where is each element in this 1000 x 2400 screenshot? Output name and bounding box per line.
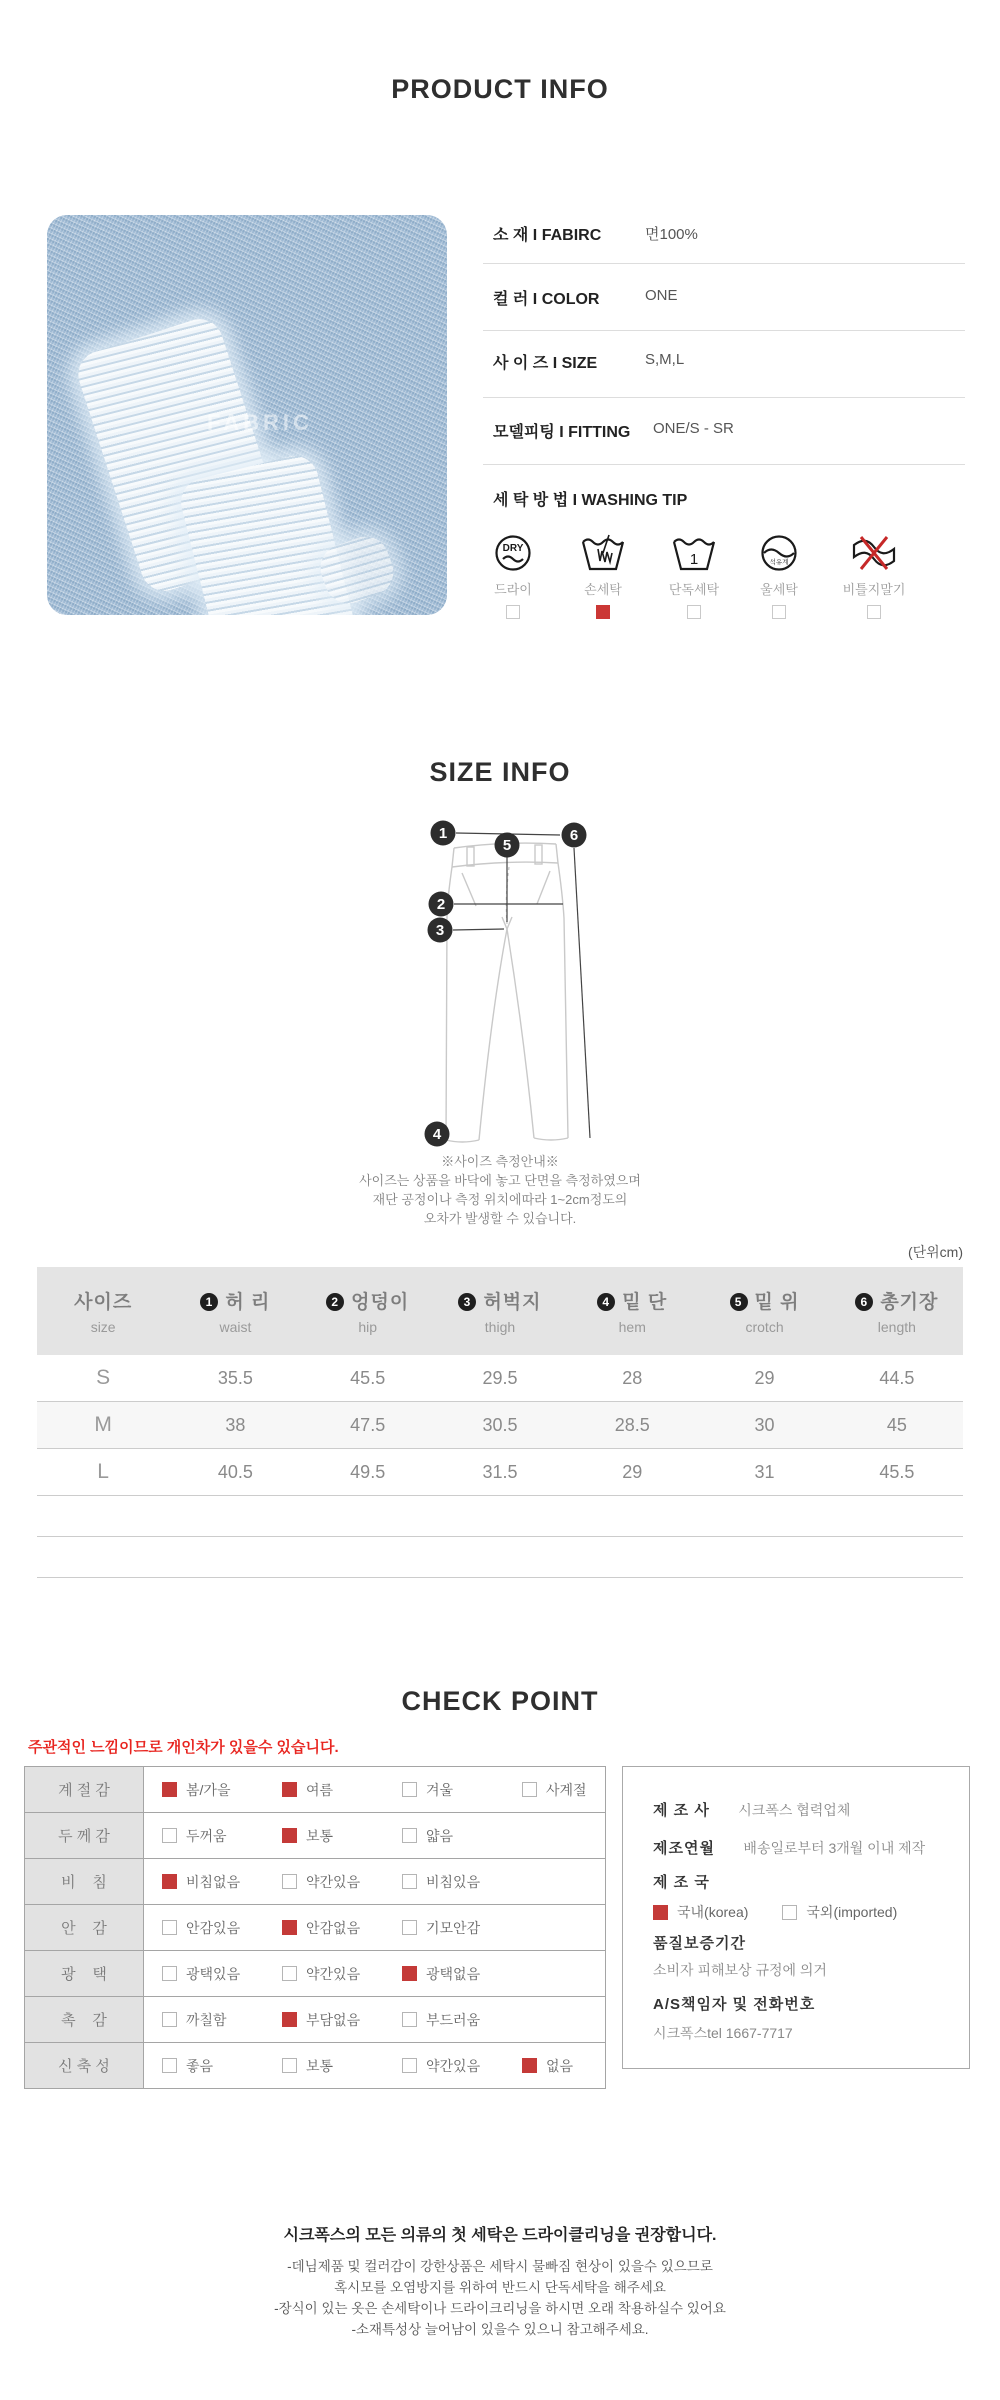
spec-row-color bbox=[493, 286, 963, 310]
checkbox-icon[interactable] bbox=[162, 2012, 177, 2027]
col-number-badge: 3 bbox=[458, 1293, 476, 1311]
product-info-title: PRODUCT INFO bbox=[391, 74, 609, 104]
separate-wash-icon bbox=[672, 533, 716, 573]
col-number-badge: 1 bbox=[200, 1293, 218, 1311]
wash-label: 단독세탁 bbox=[668, 582, 720, 597]
col-hip: 2 엉덩이 hip bbox=[302, 1267, 434, 1355]
no-wring-icon bbox=[852, 533, 896, 573]
product-fabric-photo bbox=[47, 215, 447, 615]
pants-measurement-diagram bbox=[370, 818, 620, 1148]
hand-wash-icon bbox=[581, 533, 625, 573]
check-row-lining bbox=[25, 1905, 606, 1951]
wash-label: 드라이 bbox=[494, 582, 532, 597]
size-row-empty bbox=[37, 1496, 963, 1537]
warranty-value-row: 소비자 피해보상 규정에 의거 bbox=[653, 1962, 827, 1978]
check-option[interactable]: 얇음 bbox=[402, 1826, 453, 1846]
fabric-watermark: FABRIC bbox=[207, 410, 313, 435]
check-row-stretch bbox=[25, 2043, 606, 2089]
checkbox-icon[interactable] bbox=[282, 1874, 297, 1889]
spec-value: S,M,L bbox=[645, 351, 685, 368]
footer-headline: 시크폭스의 모든 의류의 첫 세탁은 드라이클리닝을 권장합니다. bbox=[283, 2227, 717, 2244]
checkbox-icon[interactable] bbox=[282, 1920, 297, 1935]
col-size: 사이즈 size bbox=[37, 1267, 169, 1355]
checkbox-icon[interactable] bbox=[402, 1920, 417, 1935]
wash-label: 손세탁 bbox=[584, 582, 622, 597]
check-category: 촉 감 bbox=[25, 1997, 144, 2043]
size-table bbox=[37, 1267, 963, 1578]
check-category: 신 축 성 bbox=[25, 2043, 144, 2089]
checkbox-icon[interactable] bbox=[653, 1905, 668, 1920]
check-row-thickness bbox=[25, 1813, 606, 1859]
divider bbox=[483, 263, 965, 264]
wool-wash-icon bbox=[757, 533, 801, 573]
check-option[interactable]: 봄/가을 bbox=[162, 1780, 282, 1800]
manufacturer-info-box bbox=[622, 1766, 970, 2069]
col-number-badge: 2 bbox=[326, 1293, 344, 1311]
checkbox-icon[interactable] bbox=[402, 2058, 417, 2073]
as-value-row: 시크폭스tel 1667-7717 bbox=[653, 2025, 793, 2041]
check-option[interactable]: 비침있음 bbox=[402, 1872, 480, 1892]
col-number-badge: 6 bbox=[855, 1293, 873, 1311]
check-option[interactable]: 부드러움 bbox=[402, 2010, 480, 2030]
check-option[interactable]: 기모안감 bbox=[402, 1918, 480, 1938]
spec-row-size bbox=[493, 350, 963, 374]
check-row-season bbox=[25, 1767, 606, 1813]
size-row-l: L 40.5 49.5 31.5 29 31 45.5 bbox=[37, 1449, 963, 1496]
svg-text:석유계: 석유계 bbox=[769, 559, 789, 566]
check-option[interactable]: 비침없음 bbox=[162, 1872, 282, 1892]
checkbox-icon[interactable] bbox=[402, 2012, 417, 2027]
wash-option-separate bbox=[654, 533, 734, 619]
spec-value: ONE bbox=[645, 287, 678, 304]
origin-label-row: 제 조 국 bbox=[653, 1874, 710, 1891]
wash-label: 비틀지말기 bbox=[842, 582, 906, 597]
check-option[interactable]: 안감있음 bbox=[162, 1918, 282, 1938]
divider bbox=[483, 464, 965, 465]
checkbox-icon[interactable] bbox=[402, 1782, 417, 1797]
checkbox-icon[interactable] bbox=[402, 1874, 417, 1889]
checkbox-icon[interactable] bbox=[522, 1782, 537, 1797]
marker-4: 4 bbox=[432, 1126, 442, 1143]
spec-label: 세 탁 방 법 I WASHING TIP bbox=[493, 492, 688, 509]
check-row-gloss bbox=[25, 1951, 606, 1997]
wash-label: 울세탁 bbox=[760, 582, 798, 597]
checkbox-icon[interactable] bbox=[402, 1828, 417, 1843]
check-option[interactable]: 여름 bbox=[282, 1780, 402, 1800]
footer-notes: -데님제품 및 컬러감이 강한상품은 세탁시 물빠짐 현상이 있을수 있으므로 혹시모를 오염방지를 위하여 반드시 단독세탁을 해주세요 -장식이 있는 옷은 손세탁이나 드라이크리닝을 하시면 오래 착용하실수 있어요 -소재특성상 늘어남이 있을수 있으니 참고해주세요. bbox=[274, 2259, 726, 2337]
check-option[interactable]: 없음 bbox=[522, 2056, 573, 2076]
col-thigh: 3 허벅지 thigh bbox=[434, 1267, 566, 1355]
checkbox-icon[interactable] bbox=[162, 1874, 177, 1889]
checkbox-icon[interactable] bbox=[162, 1782, 177, 1797]
check-category: 계 절 감 bbox=[25, 1767, 144, 1813]
marker-5: 5 bbox=[502, 837, 512, 854]
col-length: 6 총기장 length bbox=[831, 1267, 963, 1355]
col-hem: 4 밑 단 hem bbox=[566, 1267, 698, 1355]
wash-checkbox[interactable] bbox=[506, 605, 520, 619]
check-option[interactable]: 사계절 bbox=[522, 1780, 587, 1800]
wash-option-wool bbox=[739, 533, 819, 619]
wash-checkbox[interactable] bbox=[772, 605, 786, 619]
check-option[interactable]: 약간있음 bbox=[282, 1872, 402, 1892]
checkbox-icon[interactable] bbox=[282, 2058, 297, 2073]
checkbox-icon[interactable] bbox=[782, 1905, 797, 1920]
svg-text:1: 1 bbox=[689, 551, 699, 568]
check-option[interactable]: 보통 bbox=[282, 1826, 402, 1846]
check-point-title: CHECK POINT bbox=[401, 1686, 599, 1716]
marker-1: 1 bbox=[438, 825, 448, 842]
spec-label: 사 이 즈 I SIZE bbox=[493, 355, 598, 372]
spec-value: 면100% bbox=[645, 226, 698, 243]
check-option[interactable]: 약간있음 bbox=[402, 2056, 522, 2076]
checkbox-icon[interactable] bbox=[282, 1966, 297, 1981]
spec-label: 소 재 I FABIRC bbox=[493, 227, 602, 244]
size-row-m: M 38 47.5 30.5 28.5 30 45 bbox=[37, 1402, 963, 1449]
col-crotch: 5 밑 위 crotch bbox=[698, 1267, 830, 1355]
check-category: 안 감 bbox=[25, 1905, 144, 1951]
check-row-texture bbox=[25, 1997, 606, 2043]
size-table-header-row bbox=[37, 1267, 963, 1355]
wash-checkbox[interactable] bbox=[596, 605, 610, 619]
origin-option-imported[interactable]: 국외(imported) bbox=[782, 1902, 897, 1922]
marker-6: 6 bbox=[569, 827, 579, 844]
spec-value: ONE/S - SR bbox=[653, 420, 734, 437]
check-row-sheerness bbox=[25, 1859, 606, 1905]
divider bbox=[483, 330, 965, 331]
as-label-row: A/S책임자 및 전화번호 bbox=[653, 1996, 816, 2013]
wash-checkbox[interactable] bbox=[687, 605, 701, 619]
checkbox-icon[interactable] bbox=[282, 1782, 297, 1797]
size-row-empty bbox=[37, 1537, 963, 1578]
check-option[interactable]: 두꺼움 bbox=[162, 1826, 282, 1846]
col-number-badge: 4 bbox=[597, 1293, 615, 1311]
check-option[interactable]: 까칠함 bbox=[162, 2010, 282, 2030]
check-option[interactable]: 약간있음 bbox=[282, 1964, 402, 1984]
check-point-table bbox=[24, 1766, 606, 2089]
check-category: 비 침 bbox=[25, 1859, 144, 1905]
check-option[interactable]: 광택없음 bbox=[402, 1964, 480, 1984]
marker-3: 3 bbox=[435, 922, 445, 939]
origin-options-row bbox=[653, 1902, 931, 1922]
size-row-s: S 35.5 45.5 29.5 28 29 44.5 bbox=[37, 1355, 963, 1402]
col-waist: 1 허 리 waist bbox=[169, 1267, 301, 1355]
manufacturer-row: 제 조 사 시크폭스 협력업체 bbox=[653, 1802, 851, 1819]
spec-row-washing bbox=[493, 487, 963, 511]
spec-label: 모델피팅 I FITTING bbox=[493, 424, 631, 441]
checkbox-icon[interactable] bbox=[402, 1966, 417, 1981]
divider bbox=[483, 397, 965, 398]
checkbox-icon[interactable] bbox=[162, 2058, 177, 2073]
spec-row-fitting bbox=[493, 419, 963, 443]
svg-text:DRY: DRY bbox=[502, 543, 524, 554]
check-option[interactable]: 좋음 bbox=[162, 2056, 282, 2076]
marker-2: 2 bbox=[436, 896, 446, 913]
col-number-badge: 5 bbox=[730, 1293, 748, 1311]
checkbox-icon[interactable] bbox=[162, 1966, 177, 1981]
check-option[interactable]: 보통 bbox=[282, 2056, 402, 2076]
subjective-note: 주관적인 느낌이므로 개인차가 있을수 있습니다. bbox=[28, 1739, 339, 1756]
size-info-title: SIZE INFO bbox=[429, 757, 571, 787]
check-option[interactable]: 부담없음 bbox=[282, 2010, 402, 2030]
checkbox-icon[interactable] bbox=[162, 1828, 177, 1843]
check-category: 두 께 감 bbox=[25, 1813, 144, 1859]
origin-option-domestic[interactable]: 국내(korea) bbox=[653, 1902, 748, 1922]
checkbox-icon[interactable] bbox=[162, 1920, 177, 1935]
check-option[interactable]: 겨울 bbox=[402, 1780, 522, 1800]
wash-option-handwash bbox=[563, 533, 643, 619]
unit-label: (단위cm) bbox=[907, 1244, 963, 1260]
wash-option-dry bbox=[473, 533, 553, 619]
check-category: 광 택 bbox=[25, 1951, 144, 1997]
manufacture-date-row: 제조연월 배송일로부터 3개월 이내 제작 bbox=[653, 1840, 926, 1857]
checkbox-icon[interactable] bbox=[282, 2012, 297, 2027]
checkbox-icon[interactable] bbox=[522, 2058, 537, 2073]
check-option[interactable]: 광택있음 bbox=[162, 1964, 282, 1984]
spec-label: 컬 러 I COLOR bbox=[493, 291, 600, 308]
spec-row-fabric bbox=[493, 222, 963, 246]
checkbox-icon[interactable] bbox=[282, 1828, 297, 1843]
dry-clean-icon bbox=[491, 533, 535, 573]
wash-checkbox[interactable] bbox=[867, 605, 881, 619]
warranty-label-row: 품질보증기간 bbox=[653, 1935, 746, 1952]
check-option[interactable]: 안감없음 bbox=[282, 1918, 402, 1938]
size-measure-note: ※사이즈 측정안내※ 사이즈는 상품을 바닥에 놓고 단면을 측정하였으며 재단 공정이나 측정 위치에따라 1~2cm정도의 오차가 발생할 수 있습니다. bbox=[359, 1154, 641, 1226]
wash-option-no-wring bbox=[834, 533, 914, 619]
